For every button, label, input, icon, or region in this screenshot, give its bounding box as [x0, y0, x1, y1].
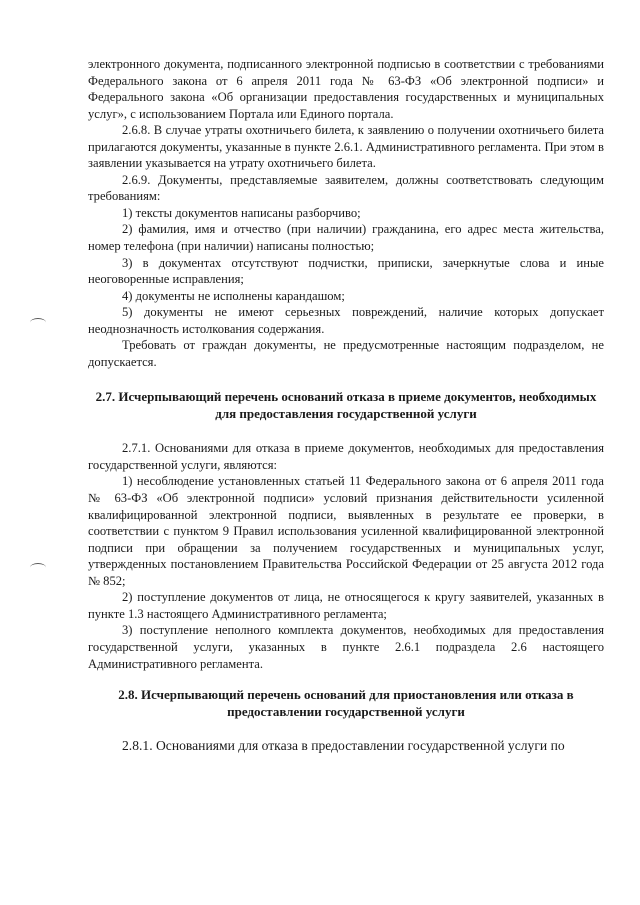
- paragraph-2-6-9: 2.6.9. Документы, представляемые заявителем, должны соответствовать следующим требованиям:: [88, 172, 604, 204]
- section-heading-2-7: 2.7. Исчерпывающий перечень оснований отказа в приеме документов, необходимых для предоставления государственной услуги: [95, 389, 597, 422]
- paragraph-2-7-1: 2.7.1. Основаниями для отказа в приеме документов, необходимых для предоставления государственной услуги, являются:: [88, 441, 604, 472]
- list-item: 2) поступление документов от лица, не относящегося к кругу заявителей, указанных в пункте 1.3 настоящего Административного регламента;: [88, 590, 604, 621]
- paragraph: электронного документа, подписанного электронной подписью в соответствии с требованиями Федерального закона от 6 апреля 2011 года № 63-ФЗ «Об электронной подписи» и Федерального закона «Об организации предоставления государственных и муниципальных услуг», с использованием Портала или Единого портала.: [88, 57, 604, 121]
- list-item: 3) поступление неполного комплекта документов, необходимых для предоставления государственной услуги, указанных в пункте 2.6.1 подраздела 2.6 настоящего Административного регламента.: [88, 623, 604, 671]
- list-item: 3) в документах отсутствуют подчистки, приписки, зачеркнутые слова и иные неоговоренные исправления;: [88, 255, 604, 287]
- list-item: 1) несоблюдение установленных статьей 11 Федерального закона от 6 апреля 2011 года № 63-ФЗ «Об электронной подписи» условий признания действительности усиленной квалифицированной электронной подписи, выявленных в результате ее проверки, в соответствии с пунктом 9 Правил использования усиленной квалифицированной электронной подписи при обращении за получением государственных и муниципальных услуг, утвержденных постановлением Правительства Российской Федерации от 25 августа 2012 года № 852;: [88, 474, 604, 588]
- list-item: 4) документы не исполнены карандашом;: [122, 288, 345, 303]
- list-item: 1) тексты документов написаны разборчиво;: [122, 205, 361, 220]
- section-heading-2-8: 2.8. Исчерпывающий перечень оснований для приостановления или отказа в предоставлении государственной услуги: [118, 687, 574, 720]
- paragraph-2-8-1: 2.8.1. Основаниями для отказа в предоставлении государственной услуги по: [122, 738, 565, 754]
- margin-mark: [30, 318, 46, 327]
- paragraph-2-6-8: 2.6.8. В случае утраты охотничьего билета, к заявлению о получении охотничьего билета прилагаются документы, указанные в пункте 2.6.1. Административного регламента. При этом в заявлении указывается на утрату охотничьего билета.: [88, 123, 604, 171]
- paragraph: Требовать от граждан документы, не предусмотренные настоящим подразделом, не допускается.: [88, 338, 604, 369]
- document-text: [88, 56, 604, 755]
- list-item: 2) фамилия, имя и отчество (при наличии) гражданина, его адрес места жительства, номер телефона (при наличии) написаны полностью;: [88, 222, 604, 254]
- margin-mark: [30, 563, 46, 572]
- list-item: 5) документы не имеют серьезных повреждений, наличие которых допускает неоднозначность истолкования содержания.: [88, 305, 604, 336]
